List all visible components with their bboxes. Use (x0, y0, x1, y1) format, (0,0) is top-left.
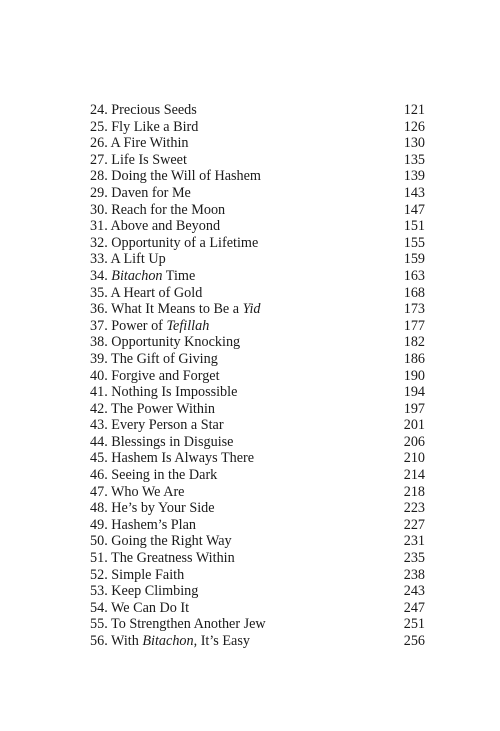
toc-entry-title-text: 40. Forgive and Forget (90, 367, 220, 384)
toc-entry-title-text: 48. He’s by Your Side (90, 500, 215, 517)
toc-entry-page: 201 (403, 417, 425, 434)
toc-entry-page: 210 (403, 450, 425, 467)
toc-entry-title-text: 47. Who We Are (90, 483, 185, 500)
toc-entry (90, 633, 425, 650)
toc-entry-title-text: 43. Every Person a Star (90, 417, 224, 434)
toc-entry-page: 227 (403, 516, 425, 533)
toc-entry-title-text: 34. (90, 267, 112, 284)
toc-entry-title-italic: Bitachon (142, 633, 194, 649)
toc-entry-page: 256 (403, 633, 425, 649)
toc-entry-title (90, 567, 184, 584)
toc-entry-page: 247 (403, 599, 425, 616)
toc-entry-title-text: , It’s Easy (193, 633, 250, 649)
toc-entry-title-italic: Yid (242, 301, 261, 318)
toc-entry (90, 550, 425, 567)
toc-entry-title-text: 41. Nothing Is Impossible (90, 384, 238, 401)
toc-entry-title-text: 44. Blessings in Disguise (90, 433, 234, 450)
toc-entry-page: 177 (403, 317, 425, 334)
toc-entry-title-text: 51. The Greatness Within (90, 550, 235, 567)
toc-entry-title (90, 185, 191, 202)
toc-entry (90, 384, 425, 401)
toc-entry-title (90, 102, 197, 119)
toc-entry-title-text: 32. Opportunity of a Lifetime (90, 234, 259, 251)
toc-entry-title (90, 600, 189, 617)
toc-entry-title-text: 55. To Strengthen Another Jew (90, 616, 266, 633)
toc-entry (90, 583, 425, 600)
toc-entry-page: 223 (403, 500, 425, 517)
toc-entry-title-text: 42. The Power Within (90, 400, 216, 417)
toc-entry (90, 517, 425, 534)
toc-entry-title (90, 135, 189, 152)
toc-entry-page: 182 (403, 334, 425, 351)
toc-entry-page: 197 (403, 400, 425, 417)
toc-entry-title-text: 56. With (90, 633, 143, 649)
toc-entry-title-text: 49. Hashem’s Plan (90, 516, 197, 533)
toc-entry-title (90, 168, 261, 185)
toc-entry-title-text: 25. Fly Like a Bird (90, 118, 199, 135)
table-of-contents (90, 102, 425, 650)
toc-entry-title-text: 30. Reach for the Moon (90, 201, 226, 218)
toc-entry-title (90, 633, 250, 650)
toc-entry-title-text: 26. A Fire Within (90, 135, 189, 152)
toc-entry-page: 194 (403, 384, 425, 401)
toc-entry-page: 206 (403, 433, 425, 450)
toc-entry-title (90, 218, 220, 235)
toc-entry-page: 159 (403, 251, 425, 268)
toc-entry (90, 168, 425, 185)
toc-entry-title (90, 334, 240, 351)
toc-entry (90, 500, 425, 517)
toc-entry-title (90, 450, 254, 467)
toc-entry-page: 143 (403, 184, 425, 201)
toc-entry (90, 417, 425, 434)
toc-entry-page: 147 (403, 201, 425, 218)
toc-entry-title-text: 33. A Lift Up (90, 251, 166, 268)
toc-entry-title (90, 533, 232, 550)
toc-entry-page: 173 (403, 301, 425, 318)
toc-entry-page: 151 (403, 218, 425, 235)
toc-entry-title (90, 384, 237, 401)
toc-entry (90, 467, 425, 484)
toc-entry-title (90, 318, 209, 335)
toc-entry (90, 401, 425, 418)
toc-entry-title-text: 53. Keep Climbing (90, 583, 199, 600)
toc-entry-page: 121 (403, 102, 425, 118)
toc-entry (90, 484, 425, 501)
toc-entry-title-text: 45. Hashem Is Always There (90, 450, 255, 467)
toc-entry-page: 238 (403, 566, 425, 583)
toc-entry-page: 135 (403, 151, 425, 168)
toc-entry-title-text: 31. Above and Beyond (90, 218, 221, 235)
toc-entry-title (90, 119, 198, 136)
toc-entry-title-text: 37. Power of (90, 317, 167, 334)
toc-entry-title (90, 202, 225, 219)
toc-entry (90, 301, 425, 318)
toc-entry-title (90, 434, 233, 451)
toc-entry (90, 368, 425, 385)
toc-entry-title-text: 54. We Can Do It (90, 599, 190, 616)
toc-entry-title (90, 152, 187, 169)
toc-entry-title-text: 29. Daven for Me (90, 184, 191, 201)
toc-entry-title-text: 38. Opportunity Knocking (90, 334, 241, 351)
toc-entry-title (90, 417, 224, 434)
toc-entry (90, 119, 425, 136)
toc-entry-page: 251 (403, 616, 425, 633)
toc-entry-page: 126 (403, 118, 425, 135)
toc-entry-title-text: 28. Doing the Will of Hashem (90, 168, 261, 185)
toc-entry-title (90, 517, 196, 534)
toc-entry-title-italic: Tefillah (166, 317, 210, 334)
toc-entry (90, 285, 425, 302)
toc-entry-title (90, 368, 220, 385)
toc-entry-title-text: Time (162, 267, 196, 284)
toc-entry-title (90, 484, 184, 501)
toc-entry-page: 130 (403, 135, 425, 152)
toc-entry (90, 218, 425, 235)
toc-entry-title-text: 36. What It Means to Be a (90, 301, 243, 318)
toc-entry-title-text: 46. Seeing in the Dark (90, 467, 218, 484)
toc-entry (90, 616, 425, 633)
toc-entry-title-text: 50. Going the Right Way (90, 533, 232, 550)
toc-entry-page: 190 (403, 367, 425, 384)
toc-entry-title (90, 583, 198, 600)
toc-entry (90, 434, 425, 451)
toc-entry-title (90, 550, 235, 567)
toc-entry-title (90, 251, 166, 268)
toc-entry (90, 450, 425, 467)
toc-entry-page: 186 (403, 350, 425, 367)
toc-entry-title-text: 52. Simple Faith (90, 566, 185, 583)
toc-entry-title (90, 268, 195, 285)
toc-entry (90, 185, 425, 202)
toc-entry (90, 334, 425, 351)
toc-entry (90, 567, 425, 584)
toc-entry-title-text: 27. Life Is Sweet (90, 151, 187, 168)
toc-entry-page: 163 (403, 267, 425, 284)
toc-entry (90, 152, 425, 169)
toc-entry-title (90, 351, 218, 368)
toc-entry-title (90, 467, 217, 484)
toc-entry-page: 168 (403, 284, 425, 301)
toc-entry (90, 102, 425, 119)
toc-entry (90, 251, 425, 268)
toc-entry (90, 235, 425, 252)
toc-entry-page: 218 (403, 483, 425, 500)
toc-entry (90, 533, 425, 550)
toc-entry-page: 235 (403, 550, 425, 567)
toc-entry-title (90, 616, 266, 633)
toc-entry-page: 139 (403, 168, 425, 185)
toc-entry-page: 155 (403, 234, 425, 251)
toc-entry-title-italic: Bitachon (111, 267, 163, 284)
toc-entry-title (90, 301, 261, 318)
toc-entry (90, 135, 425, 152)
toc-entry (90, 318, 425, 335)
toc-entry-title-text: 39. The Gift of Giving (90, 350, 218, 367)
toc-entry-page: 214 (403, 467, 425, 484)
toc-entry-page: 231 (403, 533, 425, 550)
toc-entry-title-text: 24. Precious Seeds (90, 102, 197, 118)
toc-entry-title (90, 500, 215, 517)
toc-entry-title-text: 35. A Heart of Gold (90, 284, 203, 301)
toc-entry-title (90, 235, 258, 252)
toc-entry (90, 268, 425, 285)
toc-entry-page: 243 (403, 583, 425, 600)
toc-entry (90, 351, 425, 368)
toc-entry (90, 600, 425, 617)
toc-entry-title (90, 285, 202, 302)
toc-entry (90, 202, 425, 219)
toc-entry-title (90, 401, 215, 418)
